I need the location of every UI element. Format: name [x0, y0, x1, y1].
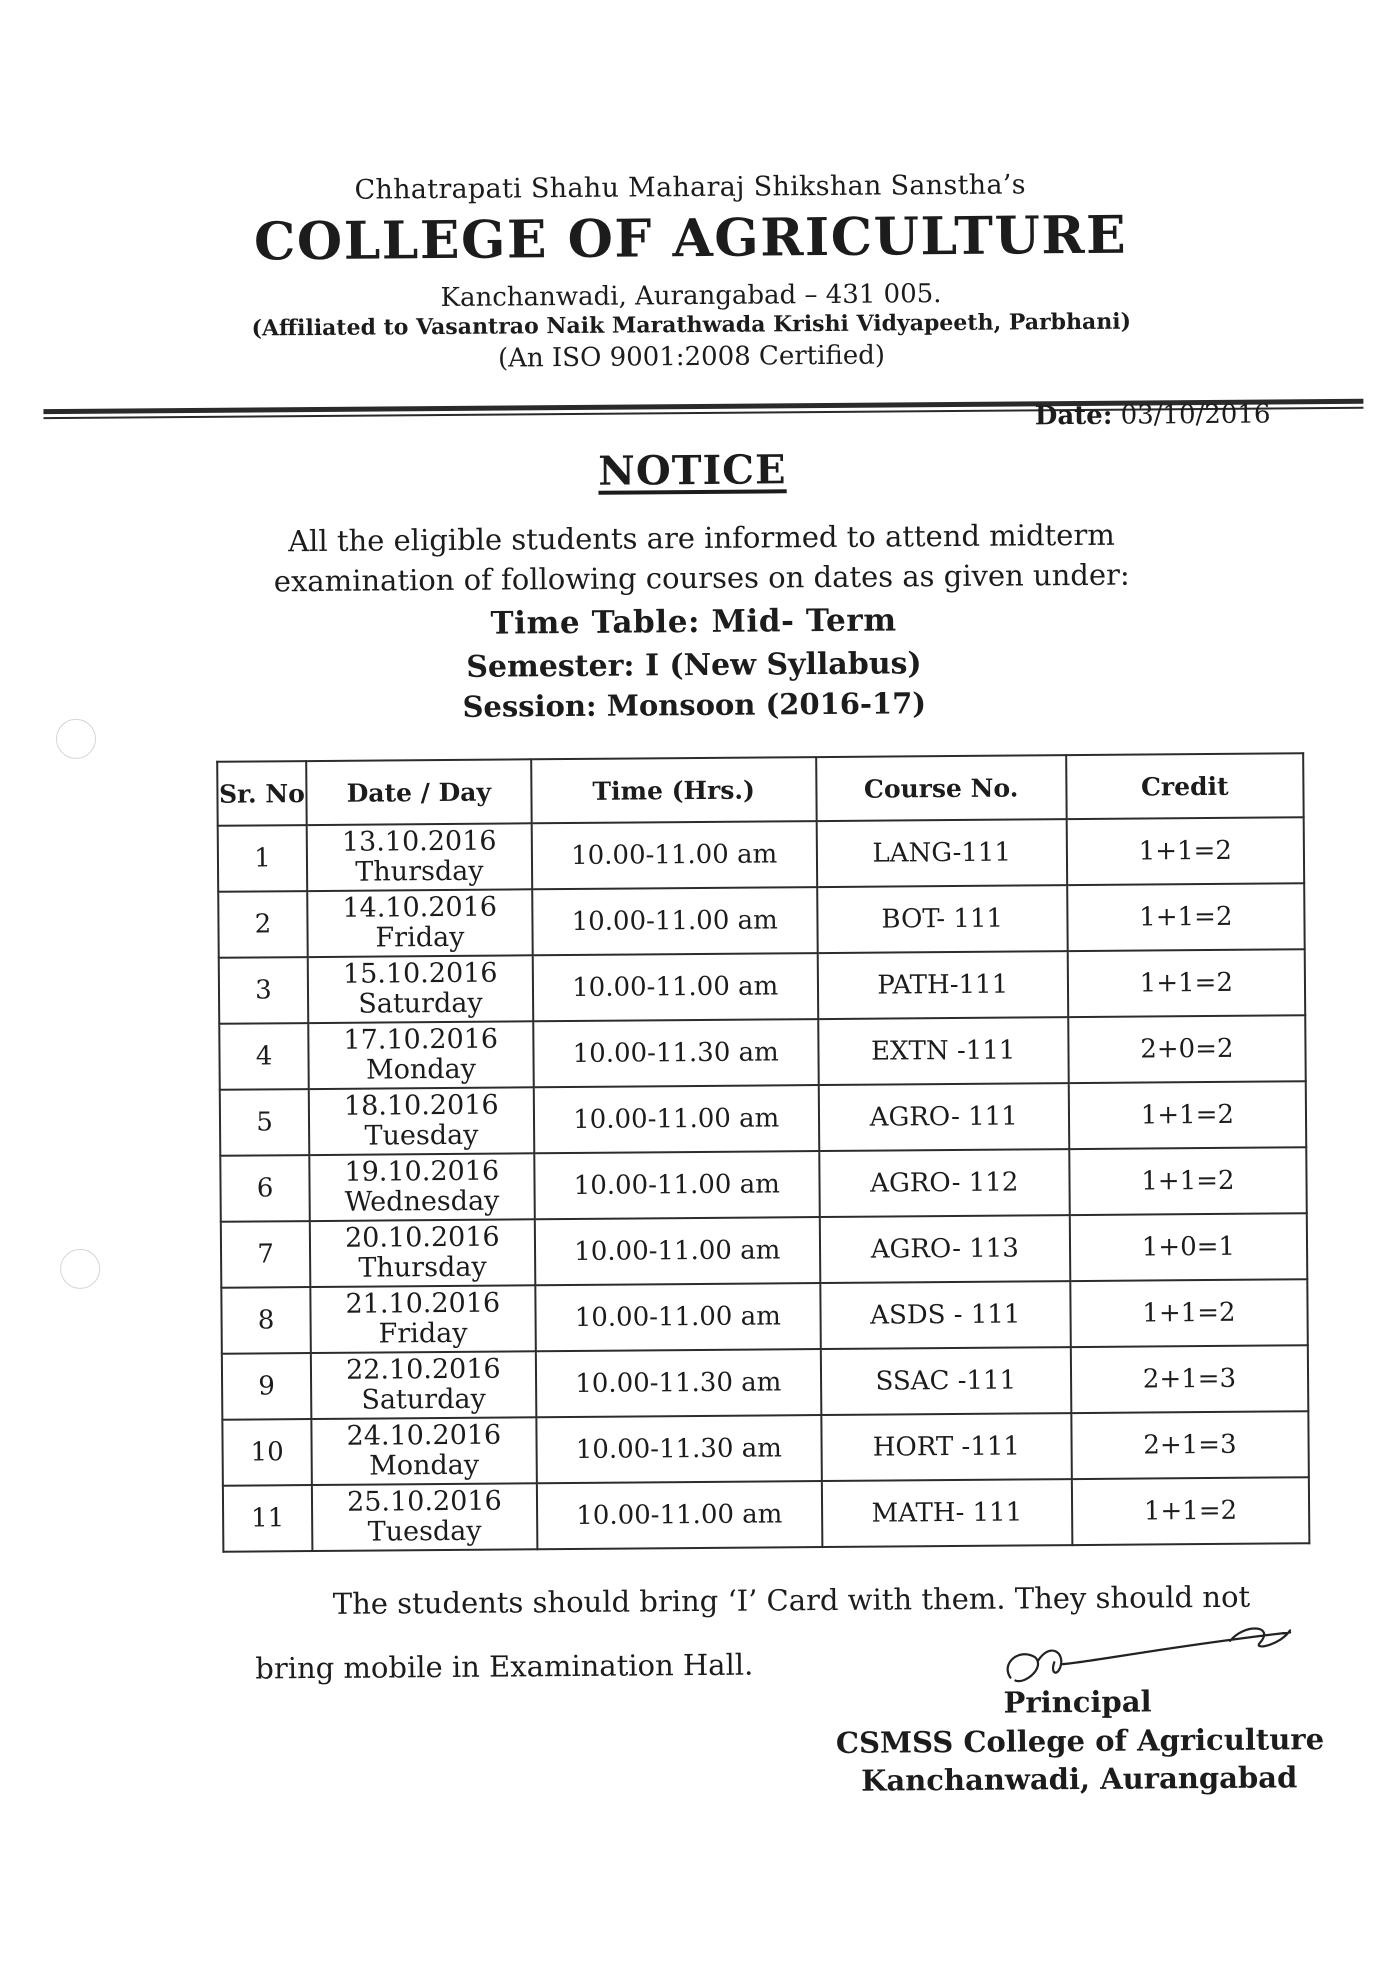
credit-cell: 1+1=2	[1067, 883, 1305, 951]
sr-cell: 8	[221, 1287, 311, 1354]
date-day-cell	[309, 1153, 534, 1221]
course-cell: AGRO- 113	[820, 1215, 1071, 1283]
iso-certification: (An ISO 9001:2008 Certified)	[497, 340, 886, 374]
header-credit: Credit	[1066, 753, 1304, 819]
sr-cell: 11	[223, 1485, 313, 1552]
table-row	[220, 1147, 1306, 1222]
table-row	[223, 1477, 1309, 1552]
table-row	[221, 1279, 1307, 1354]
exam-day: Friday	[375, 921, 465, 954]
sanstha-name: Chhatrapati Shahu Maharaj Shikshan Sanstha’s	[354, 169, 1026, 206]
table-row	[220, 1081, 1306, 1156]
time-cell: 10.00-11.30 am	[536, 1349, 822, 1417]
affiliation: (Affiliated to Vasantrao Naik Marathwada Krishi Vidyapeeth, Parbhani)	[251, 308, 1132, 342]
table-body	[218, 817, 1310, 1552]
credit-cell: 1+1=2	[1067, 949, 1305, 1017]
footer-line-2: bring mobile in Examination Hall.	[255, 1647, 754, 1686]
sr-cell: 3	[219, 957, 309, 1024]
sr-cell: 1	[218, 825, 308, 892]
signatory-org: CSMSS College of Agriculture	[835, 1722, 1325, 1760]
sr-cell: 5	[220, 1089, 310, 1156]
header-course-no: Course No.	[816, 755, 1067, 821]
credit-cell: 1+1=2	[1070, 1279, 1308, 1347]
exam-day: Thursday	[355, 855, 484, 888]
course-cell: BOT- 111	[817, 885, 1068, 953]
notice-title: NOTICE	[598, 446, 787, 495]
exam-day: Friday	[378, 1317, 468, 1350]
notice-date	[1035, 400, 1271, 432]
time-cell: 10.00-11.00 am	[532, 953, 818, 1021]
time-cell: 10.00-11.00 am	[534, 1151, 820, 1219]
sr-cell: 2	[218, 891, 308, 958]
time-cell: 10.00-11.00 am	[534, 1217, 820, 1285]
time-cell: 10.00-11.00 am	[535, 1283, 821, 1351]
credit-cell: 1+1=2	[1066, 817, 1304, 885]
semester-line: Semester: I (New Syllabus)	[466, 646, 922, 685]
exam-date: 18.10.2016	[343, 1089, 499, 1122]
signatory-title: Principal	[1003, 1684, 1152, 1720]
exam-date: 21.10.2016	[345, 1287, 501, 1320]
time-cell: 10.00-11.00 am	[531, 821, 817, 889]
exam-date: 19.10.2016	[344, 1155, 500, 1188]
date-day-cell	[311, 1417, 536, 1485]
date-day-cell	[308, 955, 533, 1023]
table-row	[222, 1345, 1308, 1420]
exam-date: 24.10.2016	[346, 1419, 502, 1452]
table-header-row	[217, 753, 1303, 826]
credit-cell: 1+1=2	[1069, 1081, 1307, 1149]
exam-date: 22.10.2016	[345, 1353, 501, 1386]
time-cell: 10.00-11.00 am	[533, 1085, 819, 1153]
table-row	[221, 1213, 1307, 1288]
sr-cell: 6	[220, 1155, 310, 1222]
date-day-cell	[307, 823, 532, 891]
exam-day: Wednesday	[344, 1185, 500, 1218]
sr-cell: 10	[222, 1419, 312, 1486]
table-row	[218, 883, 1304, 958]
time-cell: 10.00-11.00 am	[532, 887, 818, 955]
exam-day: Saturday	[358, 987, 483, 1020]
college-address: Kanchanwadi, Aurangabad – 431 005.	[440, 279, 942, 314]
credit-cell: 1+1=2	[1069, 1147, 1307, 1215]
exam-date: 13.10.2016	[341, 825, 497, 858]
exam-timetable	[216, 752, 1310, 1553]
date-day-cell	[310, 1285, 535, 1353]
date-day-cell	[308, 1021, 533, 1089]
date-value: 03/10/2016	[1120, 399, 1271, 431]
time-cell: 10.00-11.30 am	[533, 1019, 819, 1087]
sr-cell: 4	[219, 1023, 309, 1090]
exam-day: Monday	[369, 1449, 480, 1482]
college-name: COLLEGE OF AGRICULTURE	[253, 204, 1128, 273]
table-row	[219, 949, 1305, 1024]
footer-line-1: The students should bring ‘I’ Card with them. They should not	[332, 1579, 1251, 1621]
time-cell: 10.00-11.00 am	[537, 1481, 823, 1549]
exam-day: Saturday	[361, 1383, 486, 1416]
exam-day: Tuesday	[367, 1515, 482, 1548]
exam-day: Monday	[365, 1053, 477, 1086]
credit-cell: 2+1=3	[1071, 1411, 1309, 1479]
credit-cell: 2+0=2	[1068, 1015, 1306, 1083]
date-day-cell	[307, 889, 532, 957]
sr-cell: 9	[222, 1353, 312, 1420]
exam-date: 14.10.2016	[342, 891, 498, 924]
credit-cell: 2+1=3	[1071, 1345, 1309, 1413]
table-row	[222, 1411, 1308, 1486]
course-cell: LANG-111	[816, 819, 1067, 887]
session-line: Session: Monsoon (2016-17)	[462, 686, 927, 724]
exam-date: 15.10.2016	[342, 957, 498, 990]
sr-cell: 7	[221, 1221, 311, 1288]
date-day-cell	[310, 1219, 535, 1287]
header-time: Time (Hrs.)	[531, 757, 817, 823]
date-day-cell	[311, 1351, 536, 1419]
course-cell: AGRO- 111	[819, 1083, 1070, 1151]
date-day-cell	[312, 1483, 537, 1551]
signatory-place: Kanchanwadi, Aurangabad	[861, 1760, 1298, 1798]
punch-hole-bottom	[60, 1249, 100, 1289]
course-cell: AGRO- 112	[819, 1149, 1070, 1217]
credit-cell: 1+0=1	[1070, 1213, 1308, 1281]
date-label: Date:	[1034, 400, 1113, 432]
intro-paragraph: All the eligible students are informed to attend midterm examination of following courses on dates as given under:	[273, 517, 1130, 599]
course-cell: SSAC -111	[821, 1347, 1072, 1415]
exam-day: Thursday	[358, 1251, 487, 1284]
table-row	[218, 817, 1304, 892]
exam-date: 17.10.2016	[343, 1023, 499, 1056]
course-cell: PATH-111	[817, 951, 1068, 1019]
timetable-title: Time Table: Mid- Term	[490, 602, 897, 642]
header-sr-no: Sr. No	[217, 761, 307, 826]
header-date-day: Date / Day	[306, 759, 531, 825]
date-day-cell	[309, 1087, 534, 1155]
exam-date: 20.10.2016	[344, 1221, 500, 1254]
credit-cell: 1+1=2	[1072, 1477, 1310, 1545]
time-cell: 10.00-11.30 am	[536, 1415, 822, 1483]
exam-date: 25.10.2016	[346, 1485, 502, 1518]
course-cell: MATH- 111	[822, 1479, 1073, 1547]
course-cell: EXTN -111	[818, 1017, 1069, 1085]
table-row	[219, 1015, 1305, 1090]
course-cell: ASDS - 111	[820, 1281, 1071, 1349]
course-cell: HORT -111	[821, 1413, 1072, 1481]
exam-day: Tuesday	[364, 1119, 479, 1152]
